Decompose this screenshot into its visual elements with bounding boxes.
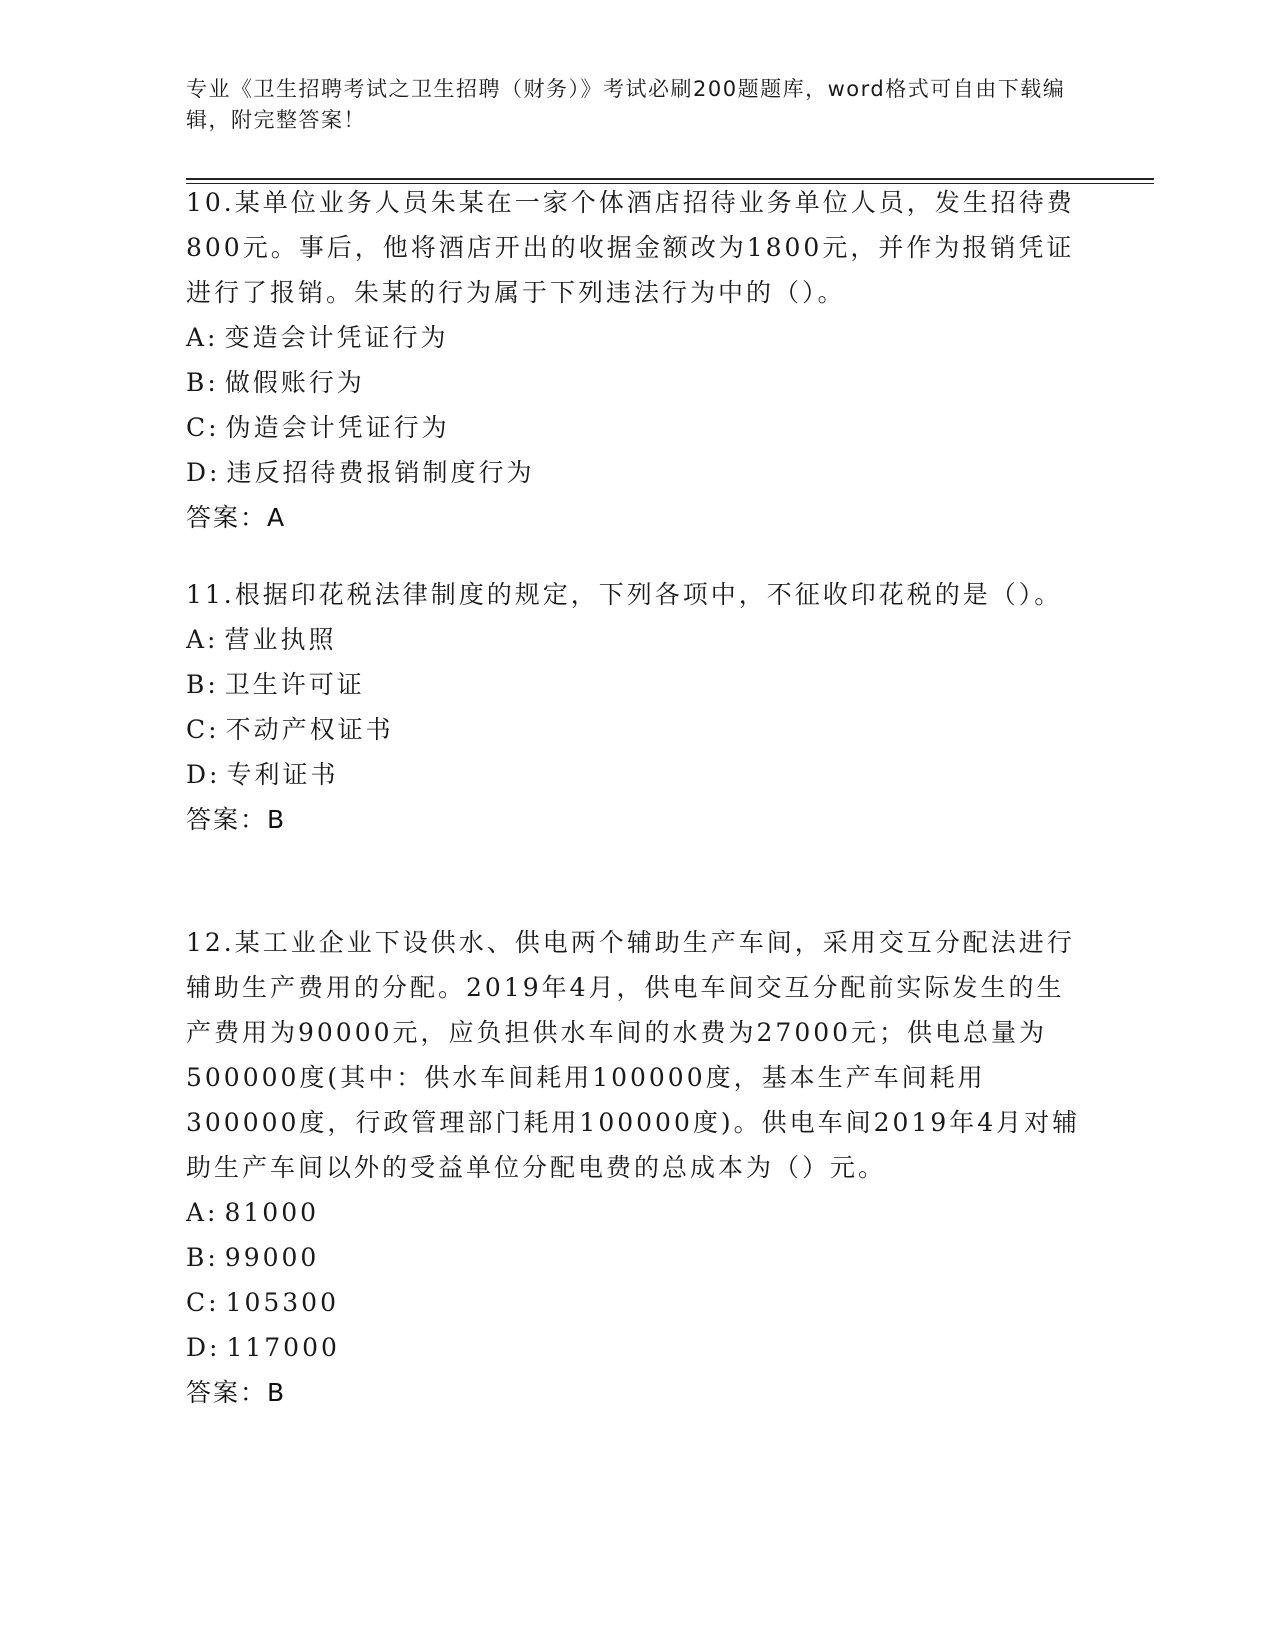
option-d[interactable] [186,752,1086,797]
option-text: 117000 [226,1333,340,1362]
option-letter: C: [186,1288,220,1317]
option-text: 99000 [224,1243,320,1272]
question-stem: 11.根据印花税法律制度的规定，下列各项中，不征收印花税的是（）。 [186,580,1063,609]
option-c[interactable] [186,1280,1086,1325]
option-b[interactable] [186,662,1086,707]
option-letter: A: [186,323,219,352]
answer-label: 答案：A [186,503,287,532]
option-letter: D: [186,1333,221,1362]
option-letter: A: [186,1198,219,1227]
option-text: 专利证书 [226,760,339,789]
question-stem: 12.某工业企业下设供水、供电两个辅助生产车间，采用交互分配法进行辅助生产费用的分配。2019年4月，供电车间交互分配前实际发生的生产费用为90000元，应负担供水车间的水费为27000元；供电总量为500000度(其中：供水车间耗用100000度，基本生产车间耗用300000度，行政管理部门耗用100000度)。供电车间2019年4月对辅助生产车间以外的受益单位分配电费的总成本为（）元。 [186,928,1081,1182]
option-b[interactable] [186,360,1086,405]
question-stem: 10.某单位业务人员朱某在一家个体酒店招待业务单位人员，发生招待费800元。事后，他将酒店开出的收据金额改为1800元，并作为报销凭证进行了报销。朱某的行为属于下列违法行为中的（）。 [186,188,1075,307]
option-letter: C: [186,715,220,744]
option-text: 卫生许可证 [224,670,365,699]
option-text: 变造会计凭证行为 [224,323,449,352]
option-c[interactable] [186,405,1086,450]
answer-label: 答案：B [186,1378,287,1407]
option-a[interactable] [186,1190,1086,1235]
option-d[interactable] [186,450,1086,495]
option-letter: B: [186,670,219,699]
option-letter: A: [186,625,219,654]
option-a[interactable] [186,617,1086,662]
option-text: 伪造会计凭证行为 [225,413,450,442]
question-11 [186,572,1086,842]
option-letter: C: [186,413,220,442]
option-text: 105300 [225,1288,339,1317]
option-a[interactable] [186,315,1086,360]
question-10 [186,180,1086,540]
question-12 [186,920,1086,1415]
option-letter: D: [186,760,221,789]
document-header: 专业《卫生招聘考试之卫生招聘（财务）》考试必刷200题题库，word格式可自由下载编辑，附完整答案！ [186,77,1066,132]
option-c[interactable] [186,707,1086,752]
option-letter: B: [186,368,219,397]
option-d[interactable] [186,1325,1086,1370]
option-text: 做假账行为 [224,368,365,397]
answer-label: 答案：B [186,805,287,834]
option-text: 违反招待费报销制度行为 [226,458,535,487]
option-text: 营业执照 [224,625,337,654]
option-letter: D: [186,458,221,487]
option-text: 不动产权证书 [225,715,394,744]
option-letter: B: [186,1243,219,1272]
option-b[interactable] [186,1235,1086,1280]
option-text: 81000 [224,1198,320,1227]
